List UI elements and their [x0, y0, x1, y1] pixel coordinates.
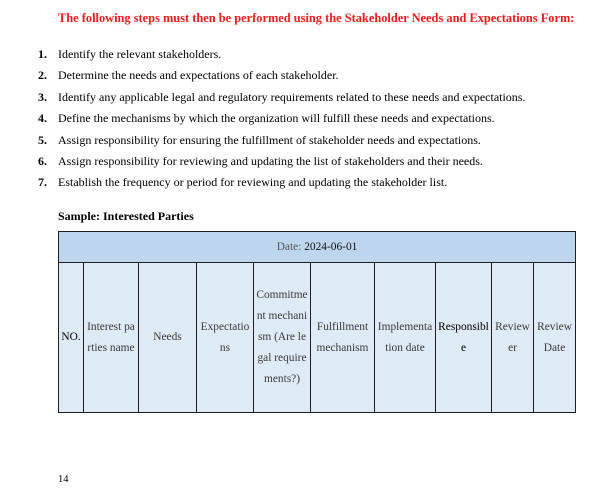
form-instruction-heading: The following steps must then be performed using the Stakeholder Needs and Expectations Form: — [58, 11, 575, 25]
step-number: 4. — [38, 111, 47, 126]
step-text: Establish the frequency or period for reviewing and updating the stakeholder list. — [58, 175, 448, 190]
step-text: Assign responsibility for reviewing and updating the list of stakeholders and their needs. — [58, 153, 483, 168]
step-text: Define the mechanisms by which the organization will fulfill these needs and expectations. — [58, 111, 495, 126]
steps-list — [38, 44, 525, 194]
column-header-reviewer: Reviewer — [492, 263, 534, 413]
list-item — [38, 65, 525, 86]
step-number: 5. — [38, 132, 47, 147]
column-header-fulfillment-mechanism: Fulfillment mechanism — [311, 263, 375, 413]
list-item — [38, 108, 525, 129]
column-header-interest-parties-name: Interest parties name — [84, 263, 139, 413]
step-number: 7. — [38, 175, 47, 190]
step-text: Identify any applicable legal and regulatory requirements related to these needs and expectations. — [58, 89, 526, 104]
step-number: 2. — [38, 68, 47, 83]
interested-parties-table — [58, 231, 576, 413]
column-header-review-date: Review Date — [534, 263, 576, 413]
step-number: 3. — [38, 89, 47, 104]
column-header-needs: Needs — [139, 263, 197, 413]
column-header-expectations: Expectations — [197, 263, 254, 413]
page-number: 14 — [58, 474, 69, 485]
date-label: Date: — [276, 240, 305, 253]
column-header-responsible: Responsible — [436, 263, 492, 413]
step-text: Assign responsibility for ensuring the fulfillment of stakeholder needs and expectations. — [58, 132, 481, 147]
step-number: 1. — [38, 47, 47, 61]
column-header-no: NO. — [59, 263, 84, 413]
step-text: Identify the relevant stakeholders. — [58, 47, 222, 61]
list-item — [38, 44, 525, 65]
list-item — [38, 130, 525, 151]
step-text: Determine the needs and expectations of each stakeholder. — [58, 68, 339, 83]
column-header-implementation-date: Implementation date — [375, 263, 436, 413]
date-value: 2024-06-01 — [304, 240, 358, 253]
sample-title: Sample: Interested Parties — [58, 209, 194, 223]
table-header-row — [59, 263, 576, 413]
list-item — [38, 151, 525, 172]
date-cell — [59, 232, 576, 263]
step-number: 6. — [38, 153, 47, 168]
column-header-commitment-mechanism: Commitment mechanism (Are legal requirements?) — [254, 263, 311, 413]
date-row — [59, 232, 576, 263]
list-item — [38, 172, 525, 193]
list-item — [38, 87, 525, 108]
